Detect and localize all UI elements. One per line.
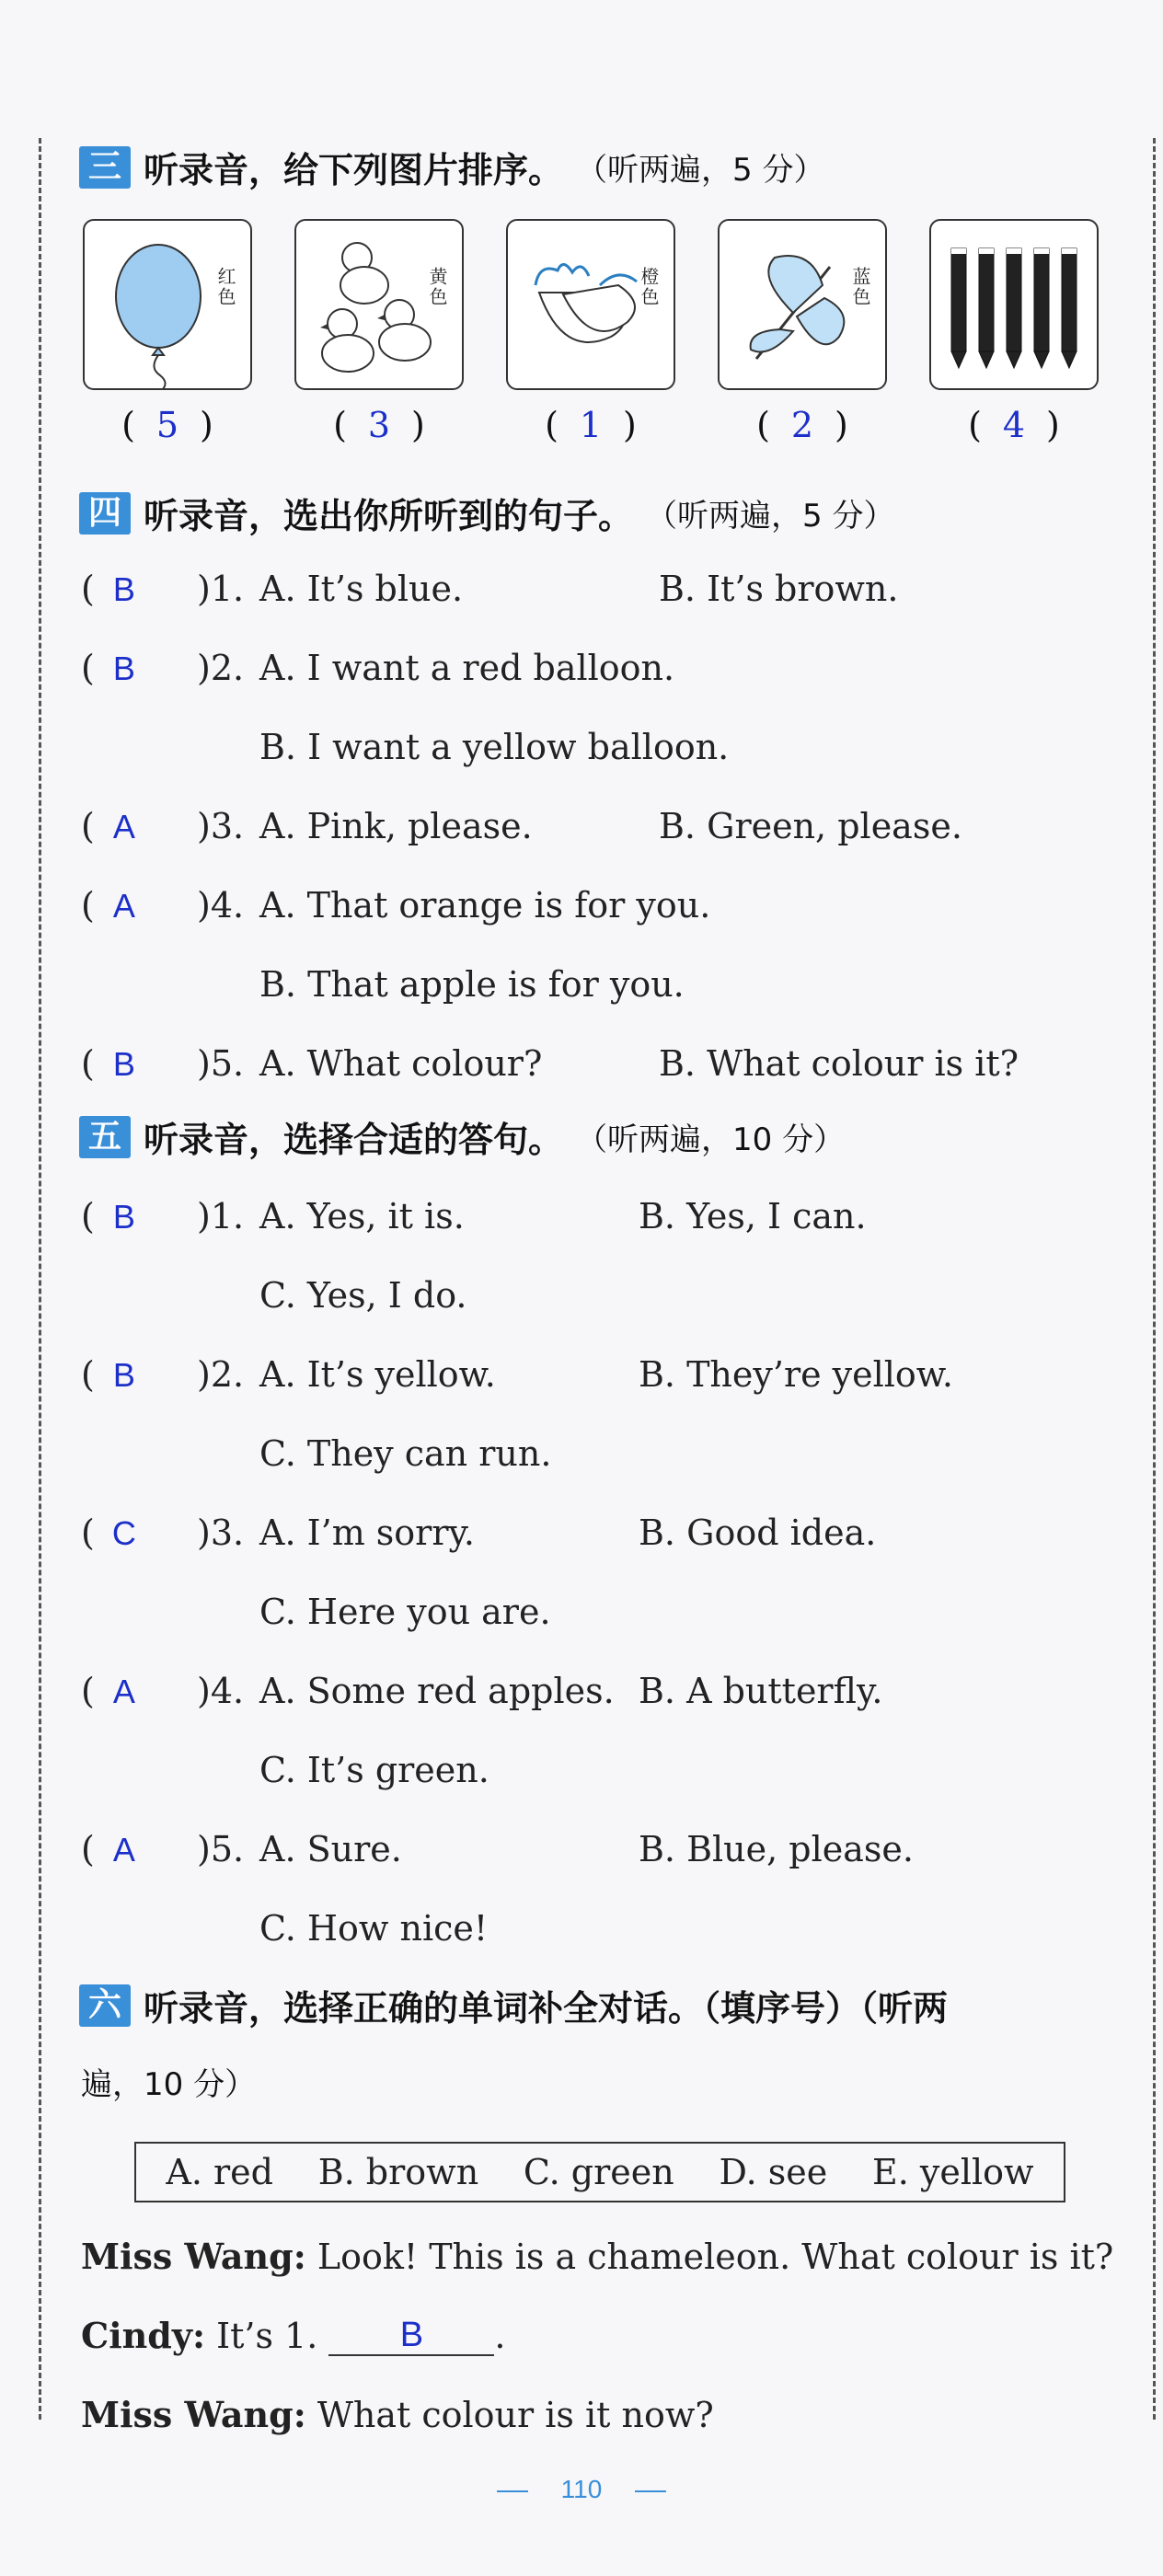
dialog-text-2: It’s 1. bbox=[205, 2316, 318, 2356]
section-4-title: 听录音，选出你所听到的句子。 bbox=[144, 496, 634, 536]
picture-butterfly-label: 蓝色 bbox=[849, 267, 871, 307]
s5-question-3: ( C bbox=[81, 1512, 205, 1553]
dialog-line-2 bbox=[81, 2315, 505, 2356]
s5-q1-option-c: C. Yes, I do. bbox=[259, 1275, 467, 1316]
s4-q5-option-b: B. What colour is it? bbox=[659, 1043, 1019, 1084]
section-3-heading bbox=[79, 142, 824, 192]
order-row bbox=[83, 405, 1104, 451]
s4-q3-answer[interactable]: A bbox=[112, 808, 135, 845]
picture-butterfly bbox=[718, 219, 887, 390]
s4-q3-num: )3. bbox=[197, 806, 245, 846]
s5-q5-answer[interactable]: A bbox=[112, 1831, 135, 1869]
dialog-text-1: Look! This is a chameleon. What colour is it? bbox=[305, 2237, 1114, 2277]
picture-balloon bbox=[83, 219, 252, 390]
word-option-a: A. red bbox=[166, 2152, 273, 2192]
word-option-b: B. brown bbox=[317, 2152, 479, 2192]
dialog-blank-1[interactable]: B bbox=[328, 2316, 494, 2356]
s4-q4-answer[interactable]: A bbox=[112, 887, 135, 925]
s4-q2-num: )2. bbox=[197, 648, 245, 688]
s4-q5-answer[interactable]: B bbox=[112, 1045, 135, 1083]
s4-question-5: ( B bbox=[81, 1043, 205, 1084]
s4-q5-option-a: A. What colour? bbox=[259, 1043, 543, 1084]
section-5-heading bbox=[79, 1111, 845, 1162]
dialog-line-1 bbox=[81, 2236, 1113, 2277]
section-3-badge: 三 bbox=[79, 146, 131, 189]
s5-q4-num: )4. bbox=[197, 1671, 245, 1711]
picture-row bbox=[83, 219, 1104, 394]
s4-q3-option-b: B. Green, please. bbox=[659, 806, 962, 846]
picture-chicks-label: 黄色 bbox=[426, 267, 448, 307]
section-4-heading bbox=[79, 488, 894, 538]
s4-q1-option-b: B. It’s brown. bbox=[659, 569, 899, 609]
s5-q2-option-c: C. They can run. bbox=[259, 1433, 552, 1474]
s4-q1-num: )1. bbox=[197, 569, 245, 609]
s4-q4-option-b: B. That apple is for you. bbox=[259, 964, 685, 1005]
left-margin-line bbox=[39, 138, 41, 2420]
section-5-title: 听录音，选择合适的答句。 bbox=[144, 1120, 564, 1160]
s4-q1-answer[interactable]: B bbox=[112, 570, 135, 608]
s5-question-2: ( B bbox=[81, 1354, 205, 1395]
s5-q5-option-b: B. Blue, please. bbox=[639, 1829, 914, 1869]
section-3-note: （听两遍，5 分） bbox=[576, 152, 825, 189]
dialog-speaker-3: Miss Wang: bbox=[81, 2394, 306, 2435]
section-4-note: （听两遍，5 分） bbox=[646, 498, 895, 535]
word-option-c: C. green bbox=[523, 2152, 674, 2192]
dialog-period: . bbox=[494, 2316, 506, 2356]
s5-q3-num: )3. bbox=[197, 1512, 245, 1553]
s5-q4-option-a: A. Some red apples. bbox=[259, 1671, 615, 1711]
s5-q1-num: )1. bbox=[197, 1196, 245, 1236]
section-4-badge: 四 bbox=[79, 492, 131, 535]
s5-q1-answer[interactable]: B bbox=[112, 1198, 135, 1236]
section-5-badge: 五 bbox=[79, 1116, 131, 1158]
s5-q2-option-a: A. It’s yellow. bbox=[259, 1354, 496, 1395]
dialog-text-3: What colour is it now? bbox=[305, 2395, 714, 2435]
section-3-title: 听录音，给下列图片排序。 bbox=[144, 150, 564, 190]
s5-q4-option-b: B. A butterfly. bbox=[639, 1671, 883, 1711]
picture-carrots bbox=[506, 219, 675, 390]
dialog-line-3 bbox=[81, 2394, 714, 2435]
order-slot-4[interactable]: ( 2 ) bbox=[756, 405, 848, 445]
order-slot-1[interactable]: ( 5 ) bbox=[121, 405, 213, 445]
section-6-title: 听录音，选择正确的单词补全对话。（填序号）（听两 bbox=[144, 1988, 949, 2029]
s5-q5-option-a: A. Sure. bbox=[259, 1829, 402, 1869]
s5-question-5: ( A bbox=[81, 1829, 205, 1869]
footer-dash-right bbox=[635, 2490, 666, 2492]
s4-q2-answer[interactable]: B bbox=[112, 650, 135, 687]
section-6-badge: 六 bbox=[79, 1984, 131, 2027]
section-5-note: （听两遍，10 分） bbox=[576, 1121, 846, 1158]
s4-question-2: ( B bbox=[81, 648, 205, 688]
word-option-e: E. yellow bbox=[872, 2152, 1034, 2192]
s5-q5-num: )5. bbox=[197, 1829, 245, 1869]
s5-question-4: ( A bbox=[81, 1671, 205, 1711]
s4-question-1: ( B bbox=[81, 569, 205, 609]
order-slot-2[interactable]: ( 3 ) bbox=[333, 405, 425, 445]
order-slot-3[interactable]: ( 1 ) bbox=[545, 405, 637, 445]
s4-q2-option-a: A. I want a red balloon. bbox=[259, 648, 675, 688]
page-footer bbox=[0, 2475, 1163, 2504]
dialog-speaker-1: Miss Wang: bbox=[81, 2236, 306, 2277]
order-slot-5[interactable]: ( 4 ) bbox=[968, 405, 1060, 445]
s4-q2-option-b: B. I want a yellow balloon. bbox=[259, 727, 730, 767]
s5-q2-option-b: B. They’re yellow. bbox=[639, 1354, 953, 1395]
s4-q5-num: )5. bbox=[197, 1043, 245, 1084]
section-6-title-cont: 遍，10 分） bbox=[81, 2066, 257, 2103]
s5-q4-answer[interactable]: A bbox=[112, 1673, 135, 1710]
picture-chicks bbox=[294, 219, 464, 390]
s4-q4-option-a: A. That orange is for you. bbox=[259, 885, 711, 926]
picture-pencils bbox=[929, 219, 1099, 390]
s4-q4-num: )4. bbox=[197, 885, 245, 926]
picture-carrots-label: 橙色 bbox=[638, 267, 660, 307]
word-bank bbox=[134, 2142, 1065, 2202]
s5-q1-option-b: B. Yes, I can. bbox=[639, 1196, 867, 1236]
word-option-d: D. see bbox=[719, 2152, 828, 2192]
pencils-icon bbox=[931, 221, 1099, 390]
picture-balloon-label: 红色 bbox=[214, 267, 236, 307]
section-6-heading bbox=[79, 1980, 948, 2030]
right-margin-line bbox=[1153, 138, 1156, 2420]
s4-q3-option-a: A. Pink, please. bbox=[259, 806, 533, 846]
s5-q3-option-b: B. Good idea. bbox=[639, 1512, 877, 1553]
footer-dash-left bbox=[497, 2490, 528, 2492]
s5-q5-option-c: C. How nice! bbox=[259, 1908, 489, 1949]
s4-question-3: ( A bbox=[81, 806, 205, 846]
s5-q2-num: )2. bbox=[197, 1354, 245, 1395]
page-number: 110 bbox=[560, 2475, 603, 2503]
s5-q3-option-c: C. Here you are. bbox=[259, 1592, 551, 1632]
s5-q4-option-c: C. It’s green. bbox=[259, 1750, 489, 1790]
s4-q1-option-a: A. It’s blue. bbox=[259, 569, 464, 609]
s5-q3-option-a: A. I’m sorry. bbox=[259, 1512, 476, 1553]
s5-q2-answer[interactable]: B bbox=[112, 1356, 135, 1394]
s5-question-1: ( B bbox=[81, 1196, 205, 1236]
s4-question-4: ( A bbox=[81, 885, 205, 926]
s5-q1-option-a: A. Yes, it is. bbox=[259, 1196, 465, 1236]
s5-q3-answer[interactable]: C bbox=[111, 1514, 136, 1552]
dialog-speaker-2: Cindy: bbox=[81, 2315, 205, 2356]
